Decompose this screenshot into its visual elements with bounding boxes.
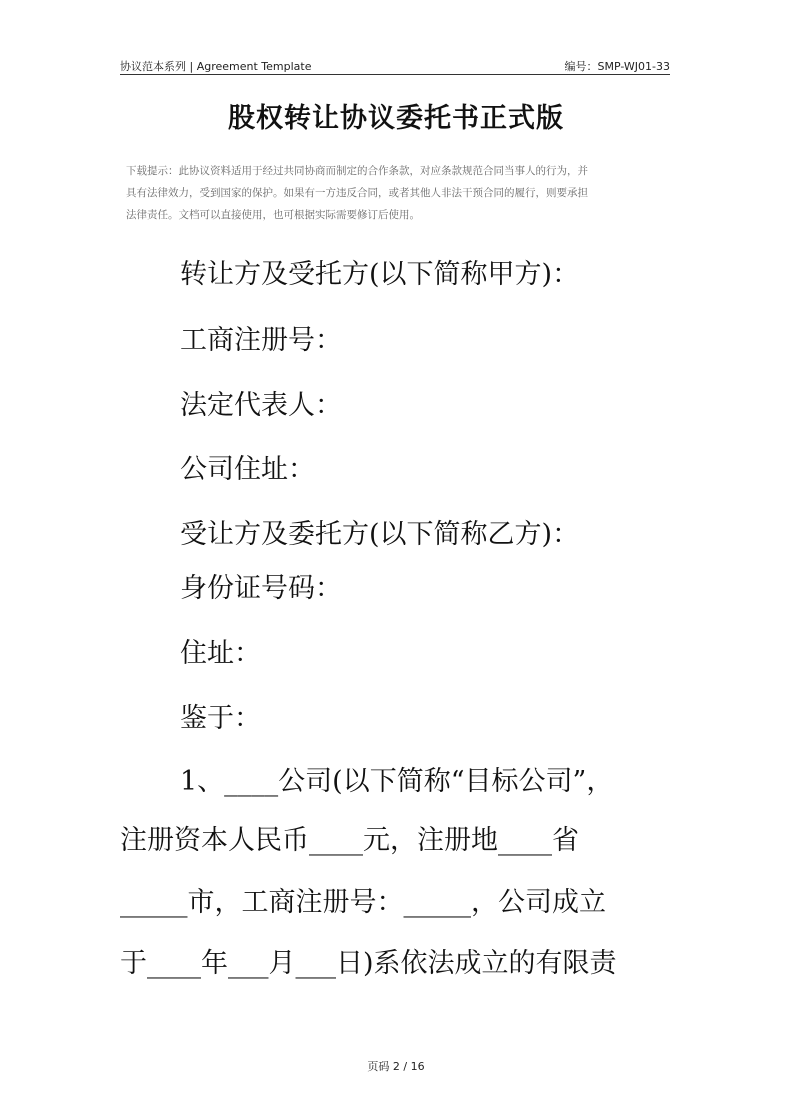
header-divider (120, 74, 670, 75)
clause-1-line-2: 注册资本人民币____元，注册地____省 (120, 825, 579, 856)
whereas-line: 鉴于： (180, 703, 261, 734)
id-number-line: 身份证号码： (180, 573, 342, 604)
notice-line: 具有法律效力，受到国家的保护。如果有一方违反合同，或者其他人非法干预合同的履行，则要承担 (126, 187, 588, 199)
notice-line: 下载提示：此协议资料适用于经过共同协商而制定的合作条款，对应条款规范合同当事人的行为，并 (126, 165, 588, 177)
transferor-line: 转让方及受托方(以下简称甲方)： (180, 259, 580, 290)
clause-1-line-4: 于____年___月___日)系依法成立的有限责 (120, 948, 617, 979)
legal-representative-line: 法定代表人： (180, 390, 342, 421)
header-doc-number: 编号：SMP-WJ01-33 (564, 60, 670, 73)
registration-number-line: 工商注册号： (180, 325, 342, 356)
clause-1-line-3: _____市，工商注册号：_____，公司成立 (120, 887, 606, 918)
clause-1-line-1: 1、____公司(以下简称“目标公司”， (180, 766, 614, 797)
page-number: 页码 2 / 16 (367, 1060, 425, 1073)
transferee-line: 受让方及委托方(以下简称乙方)： (180, 519, 580, 550)
download-notice (126, 160, 666, 226)
address-line: 住址： (180, 638, 261, 669)
header-series-label: 协议范本系列 | Agreement Template (120, 60, 312, 73)
company-address-line: 公司住址： (180, 454, 315, 485)
document-title: 股权转让协议委托书正式版 (228, 103, 564, 134)
notice-line: 法律责任。文档可以直接使用，也可根据实际需要修订后使用。 (126, 209, 420, 221)
